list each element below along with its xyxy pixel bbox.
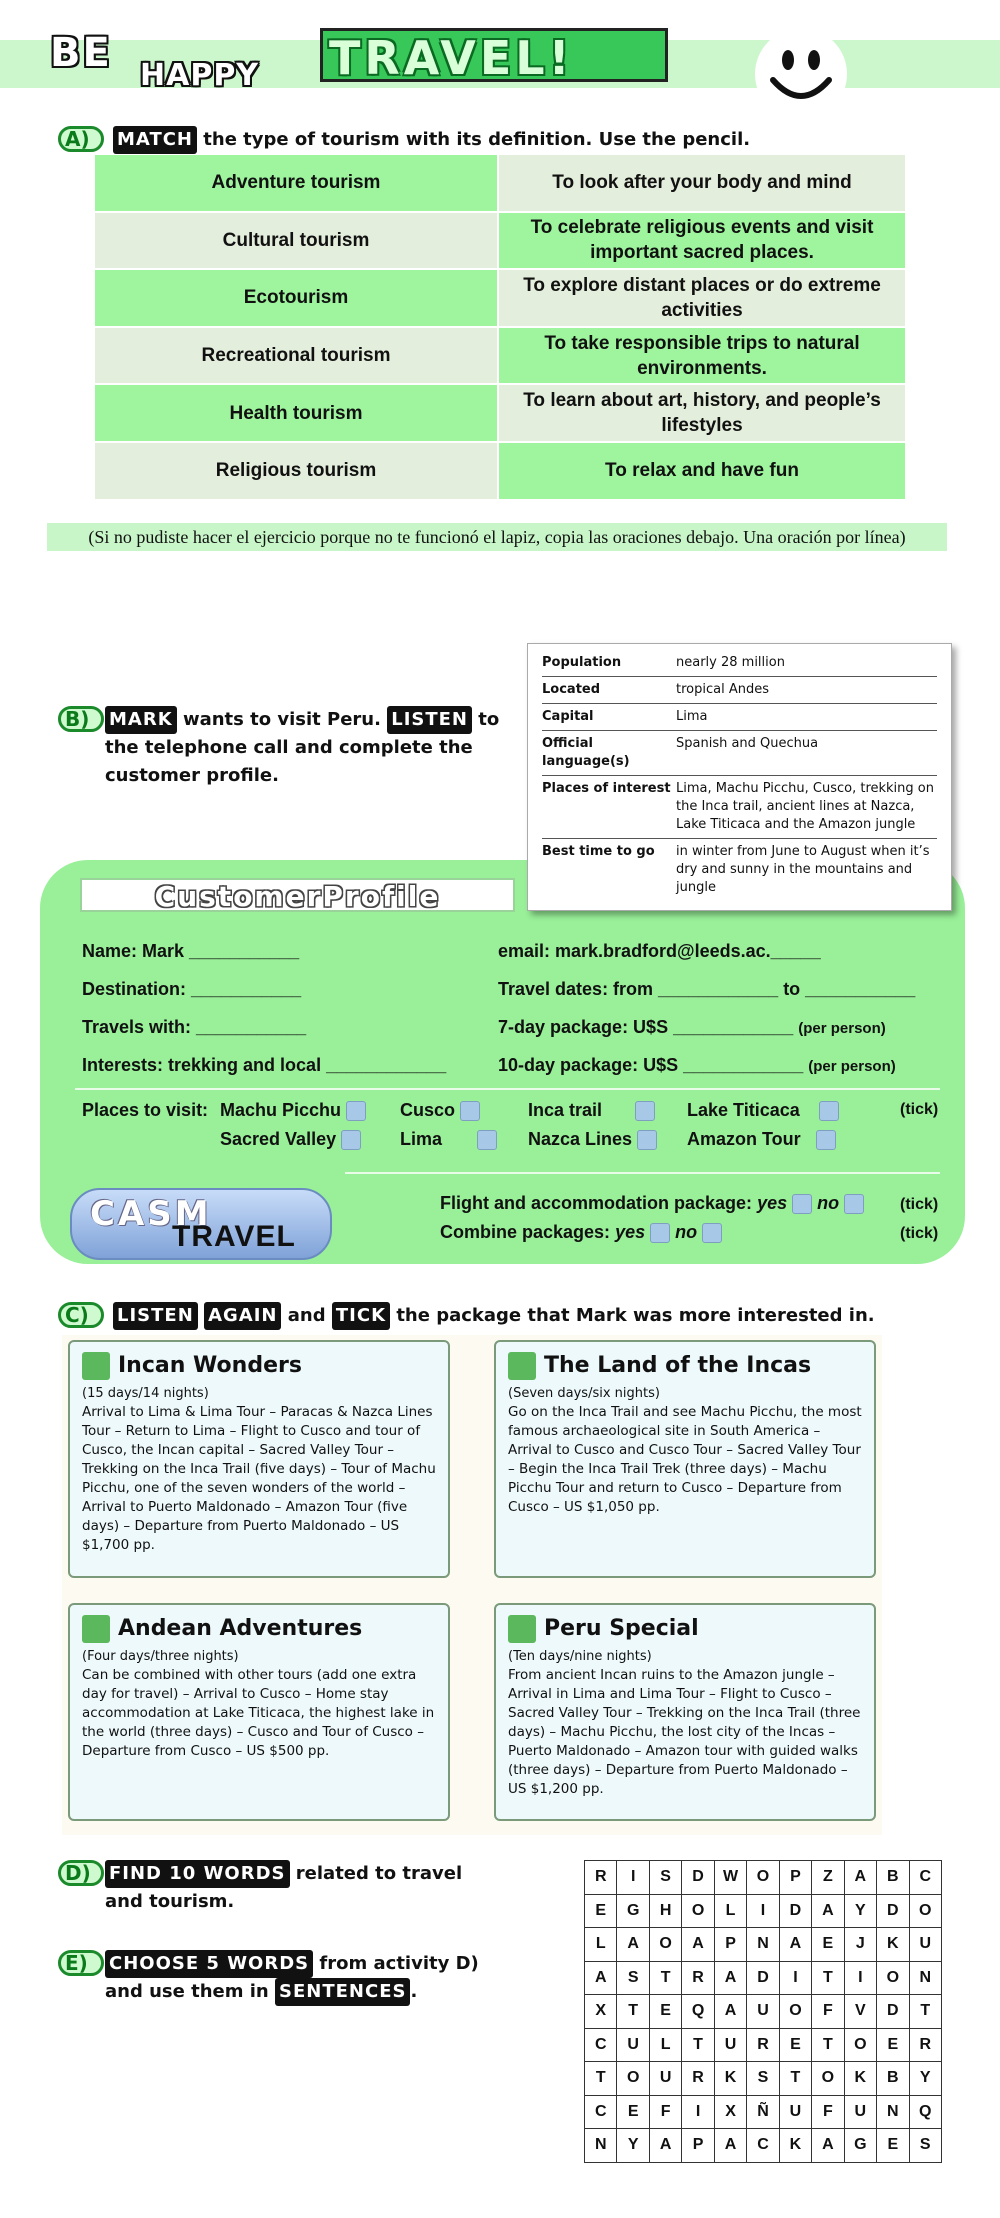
- destination-field[interactable]: Destination: ___________: [82, 979, 302, 999]
- info-row: [542, 704, 937, 731]
- ten-day-price-field[interactable]: [498, 1054, 896, 1078]
- word-search-cell[interactable]: T: [779, 2062, 811, 2096]
- word-search-cell[interactable]: O: [779, 1995, 811, 2029]
- word-search-cell[interactable]: Z: [812, 1861, 844, 1895]
- place-label: Amazon Tour: [687, 1129, 801, 1149]
- seven-day-price-field[interactable]: [498, 1016, 886, 1040]
- place-checkbox[interactable]: [346, 1101, 366, 1121]
- word-search-cell[interactable]: I: [617, 1861, 649, 1895]
- word-search-cell[interactable]: F: [812, 2095, 844, 2129]
- section-c-text: the package that Mark was more interested in.: [396, 1305, 875, 1326]
- place-label: Inca trail: [528, 1100, 603, 1120]
- word-search-cell[interactable]: L: [585, 1928, 617, 1962]
- word-search-cell[interactable]: N: [585, 2129, 617, 2163]
- title-travel-box: [320, 28, 668, 85]
- word-search-cell[interactable]: Y: [909, 2062, 941, 2096]
- section-b-badge-listen: LISTEN: [387, 706, 472, 734]
- word-search-cell[interactable]: D: [779, 1894, 811, 1928]
- tourism-definition[interactable]: To learn about art, history, and people’s lifestyles: [499, 385, 905, 443]
- word-search-cell[interactable]: O: [649, 1928, 681, 1962]
- divider: [75, 1088, 940, 1090]
- package-card: [68, 1603, 450, 1821]
- word-search-row: [585, 2129, 942, 2163]
- section-e-badge-sentences: SENTENCES: [275, 1978, 410, 2006]
- smiley-icon: [755, 28, 847, 120]
- section-a-badge: MATCH: [113, 126, 197, 154]
- word-search-cell[interactable]: D: [877, 1894, 909, 1928]
- word-search-cell[interactable]: T: [617, 1995, 649, 2029]
- info-row: [542, 839, 937, 901]
- tourism-type[interactable]: Cultural tourism: [95, 213, 499, 271]
- email-field[interactable]: email: mark.bradford@leeds.ac._____: [498, 941, 821, 961]
- word-search-cell[interactable]: D: [877, 1995, 909, 2029]
- word-search-cell[interactable]: A: [714, 1961, 746, 1995]
- section-c-badge-again: AGAIN: [204, 1302, 281, 1330]
- package-duration: (Seven days/six nights): [508, 1386, 660, 1401]
- word-search-cell[interactable]: A: [649, 2129, 681, 2163]
- tourism-definition[interactable]: To take responsible trips to natural environments.: [499, 328, 905, 386]
- section-d-line2: and tourism.: [105, 1891, 235, 1912]
- place-option[interactable]: [400, 1128, 497, 1150]
- word-search-cell[interactable]: I: [747, 1894, 779, 1928]
- word-search-cell[interactable]: B: [877, 1861, 909, 1895]
- customer-profile-title: CustomerProfile: [154, 880, 441, 913]
- word-search-cell[interactable]: U: [714, 2028, 746, 2062]
- word-search-cell[interactable]: T: [682, 2028, 714, 2062]
- tourism-type[interactable]: Health tourism: [95, 385, 499, 443]
- word-search-cell[interactable]: Y: [617, 2129, 649, 2163]
- word-search-cell[interactable]: R: [682, 1961, 714, 1995]
- word-search-cell[interactable]: A: [714, 1995, 746, 2029]
- info-value: in winter from June to August when it’s dry and sunny in the mountains and jungle: [676, 844, 930, 895]
- word-search-cell[interactable]: E: [649, 1995, 681, 2029]
- info-key: Official language(s): [542, 736, 630, 769]
- word-search-cell[interactable]: U: [649, 2062, 681, 2096]
- word-search-cell[interactable]: X: [714, 2095, 746, 2129]
- tourism-type[interactable]: Recreational tourism: [95, 328, 499, 386]
- word-search-cell[interactable]: G: [844, 2129, 876, 2163]
- section-c-badge-tick: TICK: [332, 1302, 390, 1330]
- word-search-cell[interactable]: R: [682, 2062, 714, 2096]
- word-search-cell[interactable]: N: [877, 2095, 909, 2129]
- package-description: Go on the Inca Trail and see Machu Picchu, the most famous archaeological site in South America – Arrival to Cusco and Cusco Tour – Sacred Valley Tour – Begin the Inca Trail Trek (three days) – Machu Picchu Tour and return to Cusco – Departure from Cusco – US $1,050 pp.: [508, 1404, 862, 1515]
- place-checkbox[interactable]: [635, 1101, 655, 1121]
- word-search-cell[interactable]: F: [812, 1995, 844, 2029]
- word-search-cell[interactable]: T: [649, 1961, 681, 1995]
- match-table: [95, 155, 905, 501]
- word-search-cell[interactable]: E: [779, 2028, 811, 2062]
- section-b-badge-mark: MARK: [105, 706, 177, 734]
- place-label: Sacred Valley: [220, 1129, 337, 1149]
- word-search-cell[interactable]: I: [779, 1961, 811, 1995]
- places-label: Places to visit:: [82, 1100, 209, 1120]
- word-search-cell[interactable]: H: [649, 1894, 681, 1928]
- section-b-line2: the telephone call and complete the: [105, 737, 473, 758]
- place-option[interactable]: [528, 1128, 657, 1150]
- tourism-definition[interactable]: To look after your body and mind: [499, 155, 905, 213]
- tick-note: (tick): [900, 1101, 939, 1118]
- title-be: BE: [50, 30, 112, 76]
- word-search-cell[interactable]: E: [585, 1894, 617, 1928]
- section-e-line2a: and use them in: [105, 1981, 269, 2002]
- word-search-cell[interactable]: I: [844, 1961, 876, 1995]
- yes-label: yes: [757, 1193, 788, 1213]
- tourism-definition[interactable]: To celebrate religious events and visit important sacred places.: [499, 213, 905, 271]
- info-key: Located: [542, 682, 601, 697]
- flight-package-row: [440, 1192, 864, 1214]
- tourism-type[interactable]: Ecotourism: [95, 270, 499, 328]
- package-card: [494, 1603, 876, 1821]
- word-search-cell[interactable]: T: [812, 1961, 844, 1995]
- word-search-cell[interactable]: F: [649, 2095, 681, 2129]
- word-search-cell[interactable]: Y: [844, 1894, 876, 1928]
- info-row: [542, 650, 937, 677]
- word-search-row: [585, 1928, 942, 1962]
- word-search-cell[interactable]: L: [714, 1894, 746, 1928]
- word-search-cell[interactable]: A: [617, 1928, 649, 1962]
- section-e-text: from activity D): [319, 1953, 479, 1974]
- package-title: The Land of the Incas: [544, 1353, 812, 1378]
- package-checkbox[interactable]: [508, 1615, 536, 1643]
- word-search-row: [585, 1894, 942, 1928]
- package-checkbox[interactable]: [82, 1615, 110, 1643]
- word-search-grid: [584, 1860, 942, 2163]
- casm-travel-logo: [70, 1188, 332, 1260]
- place-label: Nazca Lines: [528, 1129, 633, 1149]
- word-search-cell[interactable]: C: [585, 2095, 617, 2129]
- place-label: Cusco: [400, 1100, 456, 1120]
- word-search-cell[interactable]: D: [682, 1861, 714, 1895]
- section-a-text: the type of tourism with its definition. Use the pencil.: [203, 129, 751, 150]
- word-search-row: [585, 1995, 942, 2029]
- info-value: Lima, Machu Picchu, Cusco, trekking on the Inca trail, ancient lines at Nazca, Lake Titicaca and the Amazon jungle: [676, 781, 934, 832]
- word-search-cell[interactable]: C: [747, 2129, 779, 2163]
- word-search-row: [585, 1961, 942, 1995]
- tourism-type[interactable]: Religious tourism: [95, 443, 499, 501]
- section-c-badge-listen: LISTEN: [113, 1302, 198, 1330]
- package-checkbox[interactable]: [82, 1352, 110, 1380]
- info-row: [542, 776, 937, 839]
- package-description: Arrival to Lima & Lima Tour – Paracas & Nazca Lines Tour – Return to Lima – Flight to Cusco and tour of Cusco, the Incan capital – Sacred Valley Tour – Trekking on the Inca Trail (five days) – Tour of Machu Picchu, one of the seven wonders of the world – Arrival to Puerto Maldonado – Amazon Tour (five days) – Departure from Puerto Maldonado – US $1,700 pp.: [82, 1404, 436, 1553]
- section-d-letter: D): [58, 1860, 104, 1886]
- info-key: Best time to go: [542, 844, 655, 859]
- section-d-badge: FIND 10 WORDS: [105, 1860, 290, 1888]
- package-description: From ancient Incan ruins to the Amazon jungle – Arrival in Lima and Lima Tour – Flight to Cusco – Sacred Valley Tour – Trekking on the Inca Trail (three days) – Machu Picchu, the lost city of the Incas – Puerto Maldonado – Amazon tour with guided walks (three days) – Departure from Puerto Maldonado – US $1,200 pp.: [508, 1667, 861, 1797]
- package-title: Incan Wonders: [118, 1353, 302, 1378]
- customer-profile-title-box: [80, 878, 515, 912]
- word-search-cell[interactable]: P: [714, 1928, 746, 1962]
- combine-package-label: Combine packages:: [440, 1222, 611, 1242]
- word-search-cell[interactable]: O: [617, 2062, 649, 2096]
- word-search-cell[interactable]: X: [585, 1995, 617, 2029]
- word-search-cell[interactable]: S: [747, 2062, 779, 2096]
- word-search-cell[interactable]: A: [812, 2129, 844, 2163]
- tick-note: (tick): [900, 1225, 939, 1242]
- word-search-cell[interactable]: U: [747, 1995, 779, 2029]
- word-search-row: [585, 2062, 942, 2096]
- logo-top-text: CASM: [90, 1194, 212, 1234]
- place-checkbox[interactable]: [819, 1101, 839, 1121]
- package-description: Can be combined with other tours (add one extra day for travel) – Arrival to Cusco – Home stay accommodation at Lake Titicaca, the highest lake in the world (three days) – Cusco and Tour of Cusco – Departure from Cusco – US $500 pp.: [82, 1667, 435, 1759]
- word-search-cell[interactable]: C: [909, 1861, 941, 1895]
- section-e-instruction: [105, 1950, 565, 2006]
- tourism-definition[interactable]: To relax and have fun: [499, 443, 905, 501]
- combine-package-row: [440, 1221, 722, 1243]
- package-duration: (Four days/three nights): [82, 1649, 239, 1664]
- word-search-cell[interactable]: T: [585, 2062, 617, 2096]
- section-a-letter: A): [58, 126, 104, 152]
- word-search-cell[interactable]: O: [909, 1894, 941, 1928]
- divider: [345, 1172, 940, 1174]
- word-search-cell[interactable]: N: [747, 1928, 779, 1962]
- section-c-instruction: [113, 1302, 875, 1330]
- word-search-cell[interactable]: P: [779, 1861, 811, 1895]
- flight-no-checkbox[interactable]: [844, 1194, 864, 1214]
- word-search-cell[interactable]: K: [844, 2062, 876, 2096]
- word-search-cell[interactable]: V: [844, 1995, 876, 2029]
- section-e-line2b: .: [410, 1981, 418, 2002]
- word-search-cell[interactable]: I: [682, 2095, 714, 2129]
- word-search-cell[interactable]: U: [779, 2095, 811, 2129]
- travels-with-field[interactable]: Travels with: ___________: [82, 1017, 307, 1037]
- travel-dates-field[interactable]: Travel dates: from ____________ to ___________: [498, 979, 916, 999]
- place-checkbox[interactable]: [816, 1130, 836, 1150]
- package-checkbox[interactable]: [508, 1352, 536, 1380]
- word-search-cell[interactable]: T: [812, 2028, 844, 2062]
- section-a-instruction: [113, 126, 750, 154]
- per-person-label: (per person): [798, 1020, 886, 1037]
- ten-day-label: 10-day package: U$S ____________: [498, 1055, 804, 1075]
- flight-package-label: Flight and accommodation package:: [440, 1193, 753, 1213]
- word-search-cell[interactable]: E: [877, 2028, 909, 2062]
- word-search-cell[interactable]: O: [844, 2028, 876, 2062]
- spanish-note: (Si no pudiste hacer el ejercicio porque no te funcionó el lapiz, copia las oraciones debajo. Una oración por línea): [47, 523, 947, 551]
- word-search-cell[interactable]: O: [747, 1861, 779, 1895]
- package-duration: (Ten days/nine nights): [508, 1649, 652, 1664]
- word-search-cell[interactable]: A: [779, 1928, 811, 1962]
- word-search-cell[interactable]: Q: [909, 2095, 941, 2129]
- package-duration: (15 days/14 nights): [82, 1386, 209, 1401]
- word-search-cell[interactable]: C: [585, 2028, 617, 2062]
- place-checkbox[interactable]: [341, 1130, 361, 1150]
- section-d-instruction: [105, 1860, 545, 1916]
- word-search-cell[interactable]: L: [649, 2028, 681, 2062]
- word-search-cell[interactable]: A: [812, 1894, 844, 1928]
- interests-field[interactable]: Interests: trekking and local ____________: [82, 1055, 447, 1075]
- combine-no-checkbox[interactable]: [702, 1223, 722, 1243]
- word-search-cell[interactable]: A: [844, 1861, 876, 1895]
- place-option[interactable]: [687, 1128, 836, 1150]
- section-e-letter: E): [58, 1950, 104, 1976]
- package-title: Andean Adventures: [118, 1616, 363, 1641]
- word-search-cell[interactable]: N: [909, 1961, 941, 1995]
- place-checkbox[interactable]: [637, 1130, 657, 1150]
- word-search-cell[interactable]: Q: [682, 1995, 714, 2029]
- word-search-cell[interactable]: R: [909, 2028, 941, 2062]
- word-search-cell[interactable]: J: [844, 1928, 876, 1962]
- logo-bottom-text: TRAVEL: [172, 1220, 296, 1253]
- word-search-cell[interactable]: S: [649, 1861, 681, 1895]
- word-search-cell[interactable]: S: [909, 2129, 941, 2163]
- tourism-definition[interactable]: To explore distant places or do extreme activities: [499, 270, 905, 328]
- place-label: Lake Titicaca: [687, 1100, 800, 1120]
- word-search-cell[interactable]: A: [585, 1961, 617, 1995]
- tourism-type[interactable]: Adventure tourism: [95, 155, 499, 213]
- word-search-cell[interactable]: P: [682, 2129, 714, 2163]
- seven-day-label: 7-day package: U$S ____________: [498, 1017, 794, 1037]
- word-search-cell[interactable]: B: [877, 2062, 909, 2096]
- word-search-cell[interactable]: R: [585, 1861, 617, 1895]
- word-search-cell[interactable]: K: [877, 1928, 909, 1962]
- place-option[interactable]: [220, 1128, 361, 1150]
- info-value: Spanish and Quechua: [676, 736, 819, 751]
- package-card: [68, 1340, 450, 1578]
- no-label: no: [675, 1222, 698, 1242]
- section-b-instruction: [105, 706, 525, 790]
- info-row: [542, 731, 937, 776]
- word-search-cell[interactable]: Ñ: [747, 2095, 779, 2129]
- word-search-cell[interactable]: E: [877, 2129, 909, 2163]
- word-search-cell[interactable]: S: [617, 1961, 649, 1995]
- peru-info-card: [527, 643, 952, 911]
- word-search-cell[interactable]: O: [877, 1961, 909, 1995]
- info-value: nearly 28 million: [676, 655, 785, 670]
- word-search-row: [585, 2095, 942, 2129]
- place-option[interactable]: [220, 1099, 366, 1121]
- section-e-badge: CHOOSE 5 WORDS: [105, 1950, 313, 1978]
- word-search-cell[interactable]: T: [909, 1995, 941, 2029]
- no-label: no: [817, 1193, 840, 1213]
- word-search-cell[interactable]: U: [909, 1928, 941, 1962]
- word-search-cell[interactable]: G: [617, 1894, 649, 1928]
- info-key: Population: [542, 655, 622, 670]
- info-value: Lima: [676, 709, 708, 724]
- section-b-text2: to: [478, 709, 500, 730]
- section-d-text: related to travel: [295, 1863, 463, 1884]
- word-search-cell[interactable]: U: [617, 2028, 649, 2062]
- info-key: Places of interest: [542, 781, 671, 796]
- word-search-cell[interactable]: E: [617, 2095, 649, 2129]
- info-key: Capital: [542, 709, 594, 724]
- info-row: [542, 677, 937, 704]
- title-happy: HAPPY: [140, 58, 260, 93]
- section-b-letter: B): [58, 706, 104, 732]
- place-checkbox[interactable]: [477, 1130, 497, 1150]
- word-search-cell[interactable]: K: [779, 2129, 811, 2163]
- word-search-cell[interactable]: O: [812, 2062, 844, 2096]
- word-search-cell[interactable]: A: [682, 1928, 714, 1962]
- word-search-cell[interactable]: K: [714, 2062, 746, 2096]
- word-search-cell[interactable]: A: [714, 2129, 746, 2163]
- word-search-cell[interactable]: W: [714, 1861, 746, 1895]
- package-card: [494, 1340, 876, 1578]
- word-search-cell[interactable]: O: [682, 1894, 714, 1928]
- flight-yes-checkbox[interactable]: [792, 1194, 812, 1214]
- place-option[interactable]: [528, 1099, 655, 1121]
- combine-yes-checkbox[interactable]: [650, 1223, 670, 1243]
- place-option[interactable]: [400, 1099, 480, 1121]
- word-search-cell[interactable]: U: [844, 2095, 876, 2129]
- per-person-label: (per person): [808, 1058, 896, 1075]
- package-title: Peru Special: [544, 1616, 699, 1641]
- place-label: Machu Picchu: [220, 1100, 342, 1120]
- place-checkbox[interactable]: [460, 1101, 480, 1121]
- place-label: Lima: [400, 1129, 443, 1149]
- tick-note: (tick): [900, 1196, 939, 1213]
- word-search-row: [585, 2028, 942, 2062]
- title-travel: TRAVEL!: [329, 31, 574, 85]
- word-search-cell[interactable]: E: [812, 1928, 844, 1962]
- word-search-row: [585, 1861, 942, 1895]
- word-search-cell[interactable]: D: [747, 1961, 779, 1995]
- section-b-line3: customer profile.: [105, 765, 279, 786]
- info-value: tropical Andes: [676, 682, 769, 697]
- place-option[interactable]: [687, 1099, 839, 1121]
- section-b-text1: wants to visit Peru.: [182, 709, 381, 730]
- section-c-letter: C): [58, 1302, 104, 1328]
- yes-label: yes: [615, 1222, 646, 1242]
- section-c-and: and: [287, 1305, 326, 1326]
- name-field[interactable]: Name: Mark ___________: [82, 941, 300, 961]
- word-search-cell[interactable]: R: [747, 2028, 779, 2062]
